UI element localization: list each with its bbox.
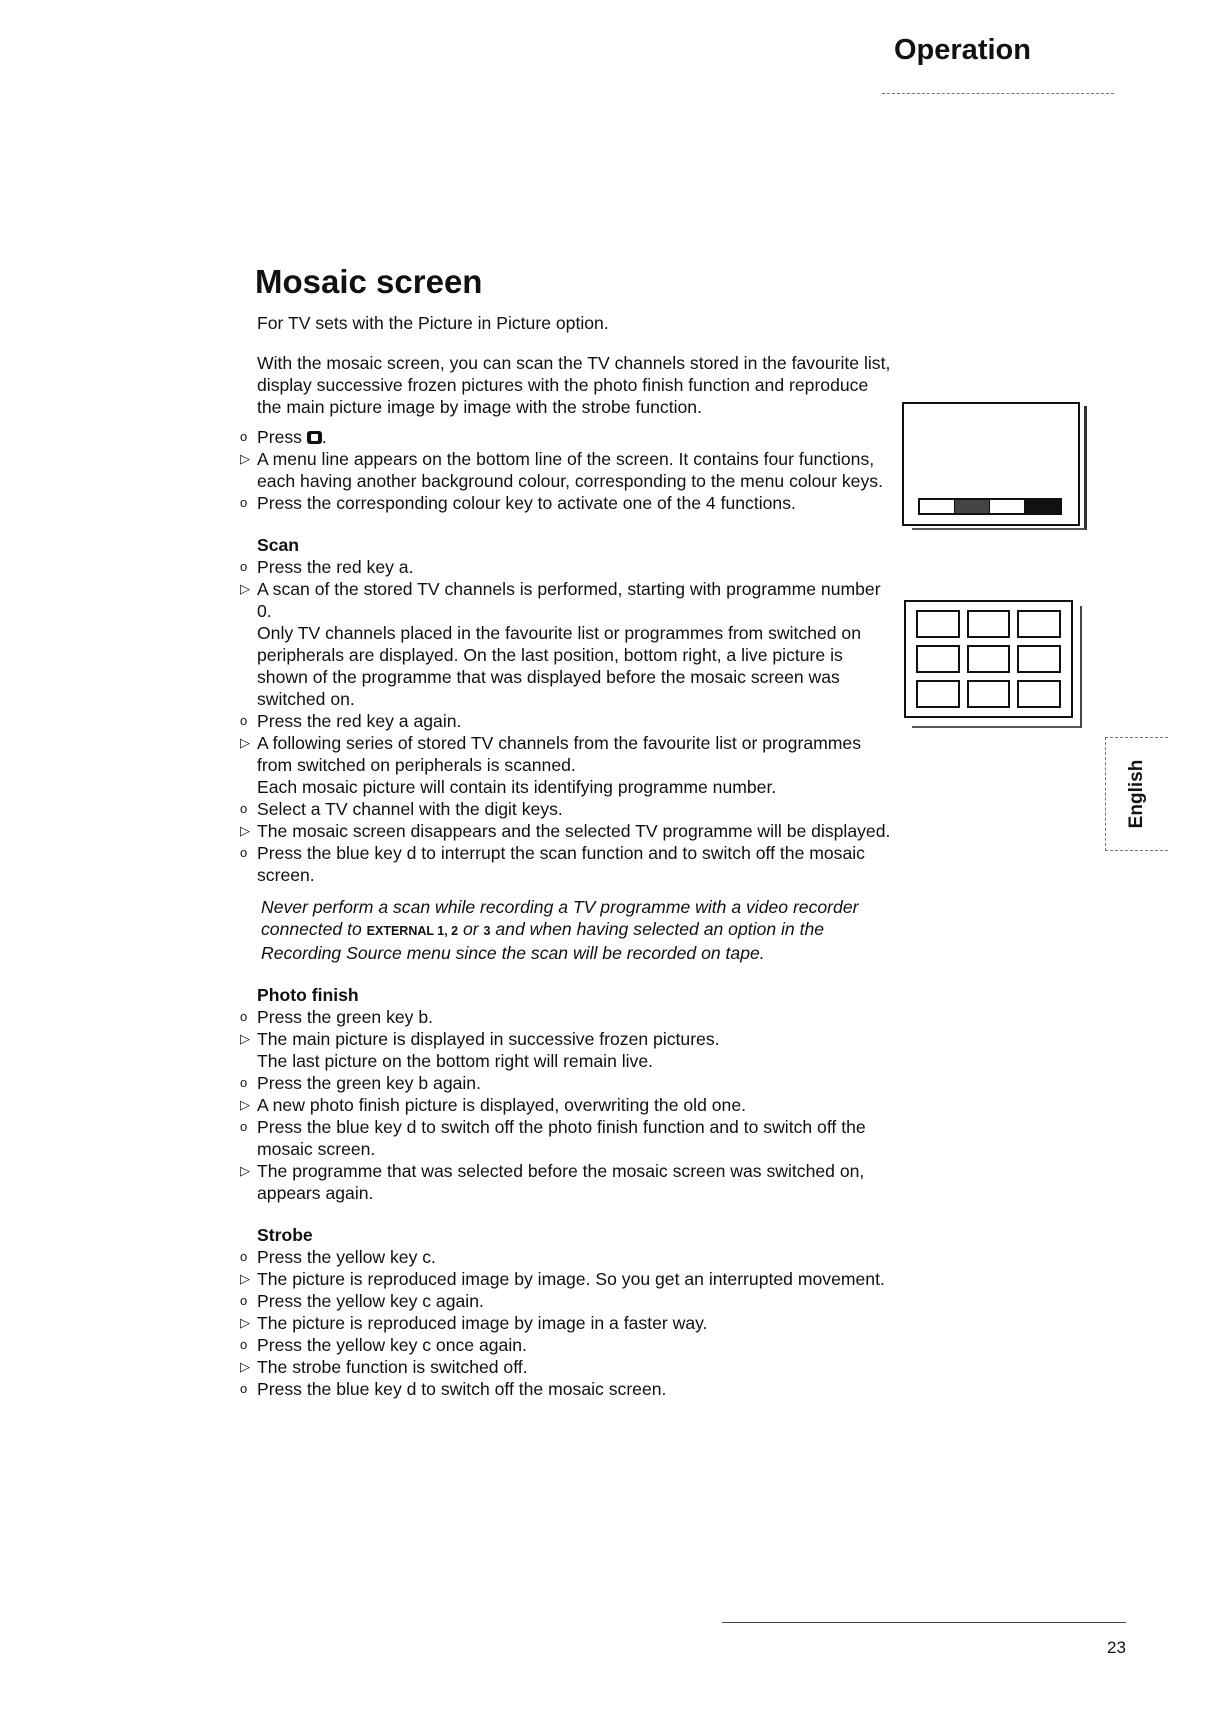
menu-segment <box>955 500 990 513</box>
item-body <box>257 448 895 492</box>
subtitle: For TV sets with the Picture in Picture option. <box>257 313 609 333</box>
item-text: The main picture is displayed in successive frozen pictures. <box>257 1029 720 1049</box>
item-body <box>257 1246 436 1268</box>
item-text: A new photo finish picture is displayed, overwriting the old one. <box>257 1095 746 1115</box>
item-text: Press the green key b. <box>257 1007 434 1027</box>
tv-menu-line-illustration <box>902 402 1080 526</box>
result-item <box>240 578 895 710</box>
result-arrow-icon: ▷ <box>240 1097 250 1112</box>
step-bullet-icon: o <box>240 713 248 728</box>
step-bullet-icon: o <box>240 1337 248 1352</box>
item-extra-text: Only TV channels placed in the favourite list or programmes from switched on peripherals are displayed. On the last position, bottom right, a live picture is shown of the programme that was displayed before the mosaic screen was switched on. <box>257 623 862 709</box>
item-text: Press the blue key d to switch off the mosaic screen. <box>257 1379 667 1399</box>
item-body <box>257 1028 720 1072</box>
step-item <box>240 426 895 448</box>
step-bullet-icon: o <box>240 845 248 860</box>
mosaic-key-icon <box>307 431 322 444</box>
item-body <box>257 1094 746 1116</box>
item-body <box>257 1378 666 1400</box>
result-arrow-icon: ▷ <box>240 581 250 596</box>
step-item <box>240 1116 895 1160</box>
page-number: 23 <box>1107 1638 1126 1657</box>
step-item <box>240 1378 895 1400</box>
item-body <box>257 1116 895 1160</box>
item-body <box>257 1268 885 1290</box>
mosaic-cell <box>916 610 960 638</box>
mosaic-cell <box>967 645 1011 673</box>
item-text: A scan of the stored TV channels is performed, starting with programme number 0. <box>257 579 881 621</box>
mosaic-cell <box>916 645 960 673</box>
mosaic-cell <box>1017 680 1061 708</box>
intro-paragraph: With the mosaic screen, you can scan the TV channels stored in the favourite list, display successive frozen pictures with the photo finish function and reproduce the main picture image by image with the strobe function. <box>257 353 891 417</box>
item-text: Press the blue key d to interrupt the scan function and to switch off the mosaic screen. <box>257 843 865 885</box>
item-body <box>257 1006 433 1028</box>
item-text: Press the blue key d to switch off the photo finish function and to switch off the mosaic screen. <box>257 1117 866 1159</box>
item-body <box>257 1290 484 1312</box>
result-arrow-icon: ▷ <box>240 1271 250 1286</box>
step-item <box>240 1072 895 1094</box>
mosaic-cell <box>916 680 960 708</box>
result-item <box>240 1028 895 1072</box>
item-extra-text: Each mosaic picture will contain its identifying programme number. <box>257 777 777 797</box>
item-body <box>257 556 413 578</box>
item-text: Press the red key a again. <box>257 711 462 731</box>
result-arrow-icon: ▷ <box>240 1359 250 1374</box>
result-arrow-icon: ▷ <box>240 1031 250 1046</box>
language-tab <box>1105 737 1168 851</box>
mosaic-grid-illustration <box>904 600 1073 718</box>
result-item <box>240 1160 895 1204</box>
menu-segment <box>990 500 1025 513</box>
item-body <box>257 1160 895 1204</box>
page-title: Mosaic screen <box>255 263 483 300</box>
header-divider <box>882 93 1114 94</box>
result-item <box>240 1268 895 1290</box>
result-item <box>240 1356 895 1378</box>
item-body <box>257 798 563 820</box>
result-item <box>240 1094 895 1116</box>
step-bullet-icon: o <box>240 801 248 816</box>
step-bullet-icon: o <box>240 495 248 510</box>
item-text: Press the yellow key c again. <box>257 1291 484 1311</box>
footer-divider <box>722 1622 1126 1623</box>
step-item <box>240 492 895 514</box>
section-header: Operation <box>894 34 1031 66</box>
result-arrow-icon: ▷ <box>240 451 250 466</box>
step-item <box>240 1334 895 1356</box>
result-item <box>240 820 895 842</box>
mosaic-cell <box>967 610 1011 638</box>
step-bullet-icon: o <box>240 1009 248 1024</box>
note-text: Never perform a scan while recording a TV programme with a video recorder connected to <box>261 897 859 939</box>
item-text: Press the green key b again. <box>257 1073 481 1093</box>
section-heading: Strobe <box>257 1225 313 1245</box>
step-item <box>240 1290 895 1312</box>
step-bullet-icon: o <box>240 1381 248 1396</box>
item-text: The mosaic screen disappears and the selected TV programme will be displayed. <box>257 821 891 841</box>
result-item <box>240 1312 895 1334</box>
result-arrow-icon: ▷ <box>240 1163 250 1178</box>
language-label: English <box>1126 759 1147 829</box>
mosaic-cell <box>967 680 1011 708</box>
item-text: The programme that was selected before the mosaic screen was switched on, appears again. <box>257 1161 865 1203</box>
item-text: Select a TV channel with the digit keys. <box>257 799 563 819</box>
section-heading: Scan <box>257 535 300 555</box>
result-item <box>240 732 895 798</box>
punctuation: . <box>321 427 327 447</box>
result-arrow-icon: ▷ <box>240 1315 250 1330</box>
item-body <box>257 1334 527 1356</box>
mosaic-cell <box>1017 645 1061 673</box>
step-bullet-icon: o <box>240 1075 248 1090</box>
item-body <box>257 1356 528 1378</box>
item-body <box>257 1072 481 1094</box>
item-text: Press the yellow key c. <box>257 1247 436 1267</box>
note-text: or <box>458 919 484 939</box>
step-bullet-icon: o <box>240 1119 248 1134</box>
item-body <box>257 1312 708 1334</box>
main-content <box>240 262 895 1400</box>
warning-note <box>261 896 895 964</box>
step-bullet-icon: o <box>240 1249 248 1264</box>
item-body <box>257 842 895 886</box>
note-text: and when having selected an option in the Recording Source menu since the scan will be recorded on tape. <box>261 919 825 963</box>
item-text: Press the corresponding colour key to activate one of the 4 functions. <box>257 493 796 513</box>
item-text: Press the red key a. <box>257 557 414 577</box>
step-item <box>240 1006 895 1028</box>
item-text: A menu line appears on the bottom line of the screen. It contains four functions, each having another background colour, corresponding to the menu colour keys. <box>257 449 883 491</box>
item-body <box>257 820 890 842</box>
mosaic-cell <box>1017 610 1061 638</box>
item-extra-text: The last picture on the bottom right will remain live. <box>257 1051 654 1071</box>
step-bullet-icon: o <box>240 559 248 574</box>
step-text: Press <box>257 427 302 447</box>
step-item <box>240 556 895 578</box>
step-item <box>240 710 895 732</box>
item-body <box>257 492 796 514</box>
section-photo-finish <box>240 984 895 1204</box>
section-heading: Photo finish <box>257 985 359 1005</box>
item-text: Press the yellow key c once again. <box>257 1335 527 1355</box>
item-text: A following series of stored TV channels from the favourite list or programmes from switched on peripherals is scanned. <box>257 733 861 775</box>
result-arrow-icon: ▷ <box>240 823 250 838</box>
note-smallcaps: 3 <box>483 924 491 938</box>
result-arrow-icon: ▷ <box>240 735 250 750</box>
step-item <box>240 842 895 886</box>
item-text: The picture is reproduced image by image. So you get an interrupted movement. <box>257 1269 885 1289</box>
menu-line <box>918 498 1062 515</box>
step-item <box>240 1246 895 1268</box>
note-smallcaps: EXTERNAL 1, 2 <box>366 924 459 938</box>
item-body <box>257 578 895 710</box>
menu-segment <box>920 500 955 513</box>
item-text: The picture is reproduced image by image in a faster way. <box>257 1313 708 1333</box>
item-body <box>257 732 895 798</box>
step-bullet-icon: o <box>240 1293 248 1308</box>
step-bullet-icon: o <box>240 429 248 444</box>
section-strobe <box>240 1224 895 1400</box>
item-body <box>257 710 461 732</box>
menu-segment <box>1025 500 1060 513</box>
result-item <box>240 448 895 492</box>
step-item <box>240 798 895 820</box>
section-scan <box>240 534 895 964</box>
item-text: The strobe function is switched off. <box>257 1357 528 1377</box>
